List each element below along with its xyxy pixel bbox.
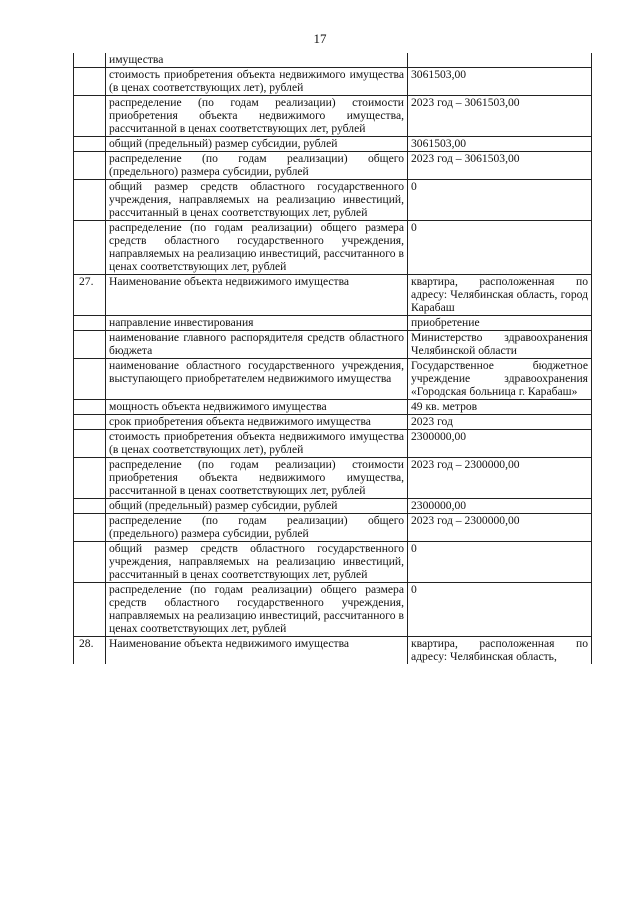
parameter-name: распределение (по годам реализации) общего (предельного) размера субсидии, рублей — [106, 152, 408, 180]
parameter-value: Министерство здравоохранения Челябинской области — [408, 331, 592, 359]
table-row — [74, 96, 592, 137]
table-row — [74, 68, 592, 96]
parameter-value: приобретение — [408, 316, 592, 331]
row-number: 27. — [74, 275, 106, 316]
row-number — [74, 68, 106, 96]
table-row — [74, 542, 592, 583]
row-number — [74, 152, 106, 180]
row-number — [74, 400, 106, 415]
parameter-name: распределение (по годам реализации) общего (предельного) размера субсидии, рублей — [106, 514, 408, 542]
parameter-value: 2023 год – 2300000,00 — [408, 458, 592, 499]
table-row — [74, 499, 592, 514]
parameter-name: мощность объекта недвижимого имущества — [106, 400, 408, 415]
row-number — [74, 96, 106, 137]
parameter-value: квартира, расположенная по адресу: Челябинская область, город Карабаш — [408, 275, 592, 316]
row-number — [74, 180, 106, 221]
row-number — [74, 53, 106, 68]
parameter-name: общий (предельный) размер субсидии, рублей — [106, 137, 408, 152]
row-number — [74, 514, 106, 542]
parameter-value: 3061503,00 — [408, 68, 592, 96]
table-row — [74, 152, 592, 180]
parameter-name: общий размер средств областного государственного учреждения, направляемых на реализацию инвестиций, рассчитанный в ценах соответствующих лет, рублей — [106, 180, 408, 221]
parameter-name: стоимость приобретения объекта недвижимого имущества (в ценах соответствующих лет), рублей — [106, 430, 408, 458]
table-row — [74, 53, 592, 68]
parameter-name: стоимость приобретения объекта недвижимого имущества (в ценах соответствующих лет), рублей — [106, 68, 408, 96]
parameter-value: 49 кв. метров — [408, 400, 592, 415]
table-row — [74, 221, 592, 275]
parameter-value: Государственное бюджетное учреждение здравоохранения «Городская больница г. Карабаш» — [408, 359, 592, 400]
row-number — [74, 359, 106, 400]
parameter-value: 0 — [408, 583, 592, 637]
parameter-name: срок приобретения объекта недвижимого имущества — [106, 415, 408, 430]
page-number: 17 — [313, 31, 327, 46]
investment-objects-table — [73, 53, 592, 664]
table-row — [74, 583, 592, 637]
parameter-value — [408, 53, 592, 68]
row-number — [74, 430, 106, 458]
table-row — [74, 316, 592, 331]
parameter-name: направление инвестирования — [106, 316, 408, 331]
table-row — [74, 400, 592, 415]
row-number — [74, 331, 106, 359]
parameter-name: Наименование объекта недвижимого имущества — [106, 275, 408, 316]
parameter-value: 2300000,00 — [408, 499, 592, 514]
parameter-name: распределение (по годам реализации) общего размера средств областного государственного учреждения, направляемых на реализацию инвестиций, рассчитанного в ценах соответствующих лет, рублей — [106, 583, 408, 637]
parameter-value: 2023 год – 3061503,00 — [408, 152, 592, 180]
row-number — [74, 499, 106, 514]
parameter-value: 3061503,00 — [408, 137, 592, 152]
parameter-name: наименование областного государственного учреждения, выступающего приобретателем недвижимого имущества — [106, 359, 408, 400]
parameter-value: 2300000,00 — [408, 430, 592, 458]
row-number: 28. — [74, 637, 106, 665]
table-row — [74, 430, 592, 458]
parameter-value: квартира, расположенная по адресу: Челябинская область, — [408, 637, 592, 665]
parameter-value: 2023 год – 2300000,00 — [408, 514, 592, 542]
row-number — [74, 316, 106, 331]
parameter-name: общий (предельный) размер субсидии, рублей — [106, 499, 408, 514]
parameter-name: распределение (по годам реализации) стоимости приобретения объекта недвижимого имущества, рассчитанной в ценах соответствующих лет, рублей — [106, 96, 408, 137]
parameter-value: 2023 год – 3061503,00 — [408, 96, 592, 137]
row-number — [74, 583, 106, 637]
table-row — [74, 415, 592, 430]
row-number — [74, 415, 106, 430]
table-row — [74, 637, 592, 665]
table-row — [74, 331, 592, 359]
table-row — [74, 180, 592, 221]
parameter-name: распределение (по годам реализации) общего размера средств областного государственного учреждения, направляемых на реализацию инвестиций, рассчитанного в ценах соответствующих лет, рублей — [106, 221, 408, 275]
table-row — [74, 514, 592, 542]
row-number — [74, 542, 106, 583]
parameter-name: общий размер средств областного государственного учреждения, направляемых на реализацию инвестиций, рассчитанный в ценах соответствующих лет, рублей — [106, 542, 408, 583]
parameter-name: Наименование объекта недвижимого имущества — [106, 637, 408, 665]
row-number — [74, 137, 106, 152]
parameter-value: 2023 год — [408, 415, 592, 430]
parameter-name: имущества — [106, 53, 408, 68]
row-number — [74, 221, 106, 275]
table-row — [74, 458, 592, 499]
table-row — [74, 275, 592, 316]
parameter-name: распределение (по годам реализации) стоимости приобретения объекта недвижимого имущества, рассчитанной в ценах соответствующих лет, рублей — [106, 458, 408, 499]
table-row — [74, 359, 592, 400]
table-row — [74, 137, 592, 152]
parameter-name: наименование главного распорядителя средств областного бюджета — [106, 331, 408, 359]
parameter-value: 0 — [408, 221, 592, 275]
row-number — [74, 458, 106, 499]
parameter-value: 0 — [408, 180, 592, 221]
parameter-value: 0 — [408, 542, 592, 583]
